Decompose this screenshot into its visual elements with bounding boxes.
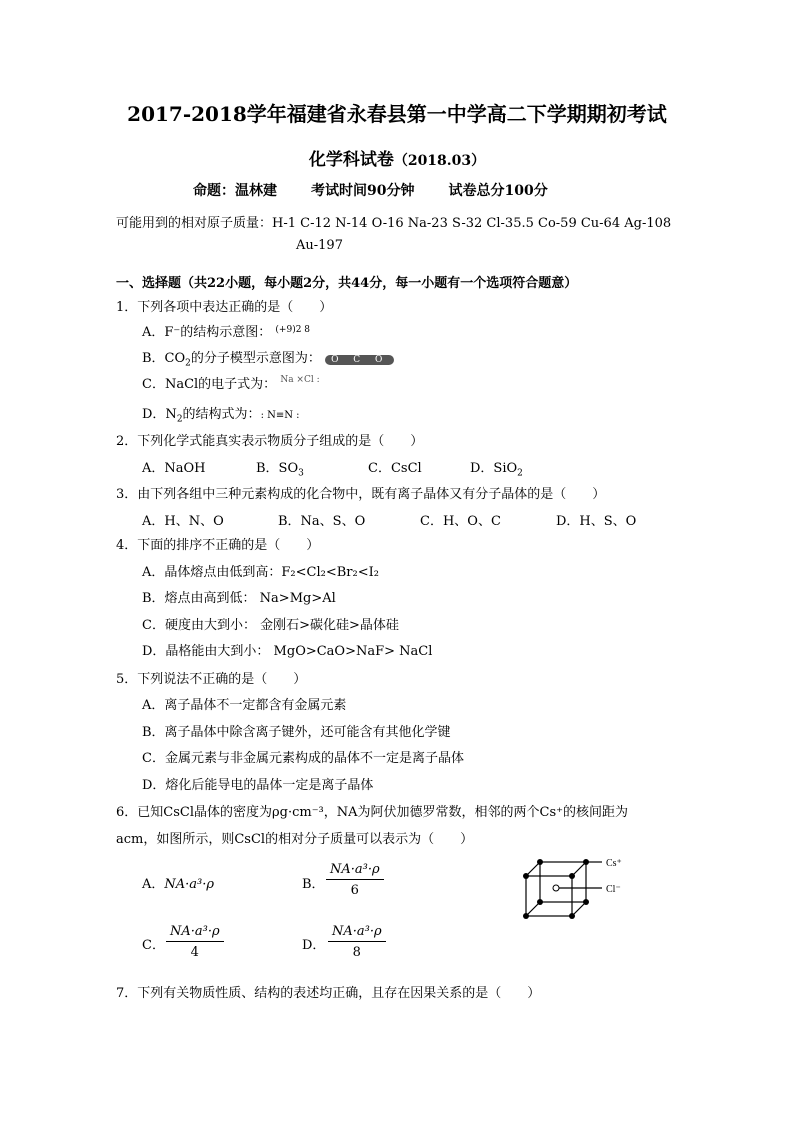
exam-time: 考试时间90分钟 (311, 183, 415, 199)
f-ion-structure-diagram: (+9)2 8 (275, 325, 311, 335)
q6-option-c-fraction (166, 924, 224, 960)
question-7-stem: 7．下列有关物质性质、结构的表述均正确，且存在因果关系的是（ ） (116, 986, 541, 1001)
q6-option-c-label: C． (142, 938, 165, 953)
question-5-stem: 5．下列说法不正确的是（ ） (116, 672, 307, 687)
nacl-electron-formula: Na ×Cl : (280, 375, 320, 385)
q2-option-c: C．CsCl (368, 461, 422, 476)
q6-a-label: A． (142, 877, 165, 892)
q1-option-d (142, 403, 300, 425)
q3-option-a: A．H、N、O (142, 514, 224, 529)
q5-option-b: B．离子晶体中除含离子键外，还可能含有其他化学键 (142, 725, 451, 740)
q1-d-pre: D．N (142, 407, 177, 422)
q6-b-numerator: NA·a³·ρ (326, 862, 384, 880)
q2-option-a: A．NaOH (142, 461, 206, 476)
q5-option-d: D．熔化后能导电的晶体一定是离子晶体 (142, 778, 374, 793)
q6-c-numerator: NA·a³·ρ (166, 924, 224, 942)
q2-option-d (470, 457, 523, 479)
exam-title: 2017-2018学年福建省永春县第一中学高二下学期期初考试 (127, 102, 667, 126)
question-1-stem: 1．下列各项中表达正确的是（ ） (116, 300, 333, 315)
q2-d-pre: D．SiO (470, 461, 518, 476)
q5-option-a: A．离子晶体不一定都含有金属元素 (142, 698, 347, 713)
q6-option-b-fraction (326, 862, 384, 898)
q1-b-pre: B．CO (142, 351, 186, 366)
atomic-mass-line: 可能用到的相对原子质量：H-1 C-12 N-14 O-16 Na-23 S-32 Cl-35.5 Co-59 Cu-64 Ag-108 (116, 216, 672, 231)
question-3-stem: 3．由下列各组中三种元素构成的化合物中，既有离子晶体又有分子晶体的是（ ） (116, 487, 606, 502)
q3-option-b: B．Na、S、O (278, 514, 366, 529)
question-6-stem-line1: 6．已知CsCl晶体的密度为ρg·cm⁻³，NA为阿伏加德罗常数，相邻的两个Cs⁺的核间距为 (116, 805, 629, 820)
q1-option-a (142, 321, 310, 340)
subtitle-main: 化学科试卷 (308, 150, 394, 170)
q1-b-sub: 2 (185, 358, 191, 369)
q6-d-numerator: NA·a³·ρ (328, 924, 386, 942)
question-4-stem: 4．下面的排序不正确的是（ ） (116, 538, 320, 553)
q4-option-a: A．晶体熔点由低到高：F₂<Cl₂<Br₂<I₂ (142, 565, 379, 580)
exam-author: 命题：温林建 (193, 183, 277, 199)
q6-c-denominator: 4 (190, 945, 199, 960)
q1-d-sub: 2 (176, 414, 183, 425)
exam-subtitle (0, 145, 794, 170)
q4-option-b: B．熔点由高到低： Na>Mg>Al (142, 591, 336, 606)
q4-option-c: C．硬度由大到小： 金刚石>碳化硅>晶体硅 (142, 618, 399, 633)
q3-option-c: C．H、O、C (420, 514, 501, 529)
q1-d-post: 的结构式为： (182, 407, 261, 422)
n2-structural-formula: : N≡N : (260, 410, 300, 421)
cscl-unit-cell-diagram (518, 850, 638, 922)
q1-option-b (142, 347, 394, 369)
q6-option-a (142, 873, 214, 892)
q1-option-c (142, 373, 320, 392)
q1-b-post: 的分子模型示意图为： (190, 351, 321, 366)
q6-a-expr: NA·a³·ρ (164, 877, 215, 892)
exam-score: 试卷总分100分 (448, 183, 548, 199)
q6-option-b-label: B． (302, 877, 325, 892)
q6-option-d-fraction (328, 924, 386, 960)
question-6-stem-line2: acm，如图所示，则CsCl的相对分子质量可以表示为（ ） (116, 832, 474, 847)
subtitle-date: （2018.03） (393, 153, 486, 169)
q1-option-c-text: C．NaCl的电子式为： (142, 377, 277, 392)
section-heading: 一、选择题（共22小题，每小题2分，共44分，每一小题有一个选项符合题意） (116, 276, 578, 291)
q1-option-a-text: A．F⁻的结构示意图： (142, 325, 272, 340)
q2-option-b (256, 457, 304, 479)
q2-b-sub: 3 (298, 468, 304, 479)
q3-option-d: D．H、S、O (556, 514, 637, 529)
atomic-mass-line-2: Au-197 (296, 238, 343, 253)
cs-ion-label: Cs⁺ (606, 858, 622, 869)
q6-b-denominator: 6 (350, 883, 359, 898)
cl-ion-label: Cl⁻ (606, 884, 621, 895)
q2-d-sub: 2 (517, 468, 523, 479)
q4-option-d: D．晶格能由大到小： MgO>CaO>NaF> NaCl (142, 644, 433, 659)
question-2-stem: 2．下列化学式能真实表示物质分子组成的是（ ） (116, 434, 424, 449)
co2-model-diagram: O C O (325, 355, 394, 365)
q6-d-denominator: 8 (352, 945, 361, 960)
exam-info (193, 180, 582, 200)
q5-option-c: C．金属元素与非金属元素构成的晶体不一定是离子晶体 (142, 751, 464, 766)
q2-b-pre: B．SO (256, 461, 299, 476)
q6-option-d-label: D． (302, 938, 326, 953)
